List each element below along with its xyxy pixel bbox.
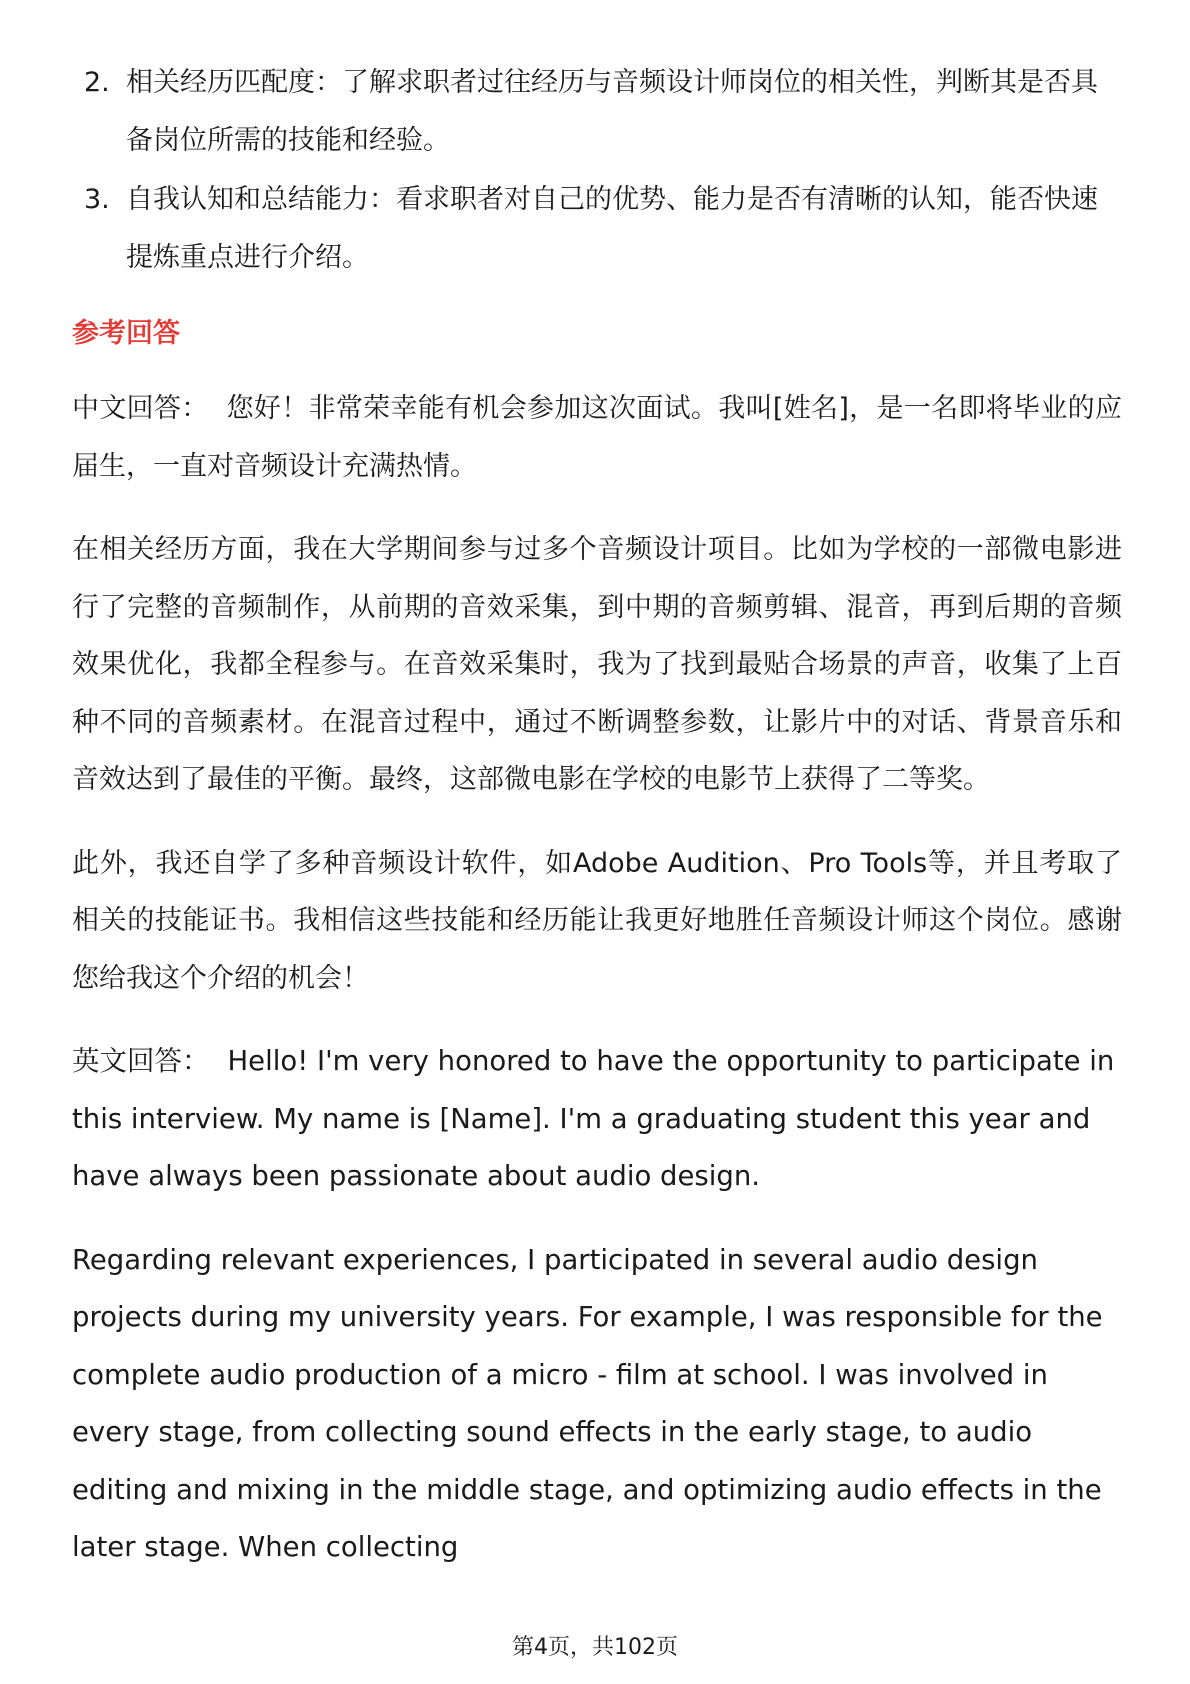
evaluation-criteria-list — [72, 54, 1122, 286]
page-content — [72, 54, 1122, 1603]
chinese-answer-intro-text: 您好！非常荣幸能有机会参加这次面试。我叫[姓名]，是一名即将毕业的应届生，一直对音频设计充满热情。 — [72, 393, 1122, 482]
criteria-text: 自我认知和总结能力：看求职者对自己的优势、能力是否有清晰的认知，能否快速提炼重点进行介绍。 — [126, 184, 1098, 273]
english-answer-intro — [72, 1033, 1122, 1206]
chinese-answer-experience: 在相关经历方面，我在大学期间参与过多个音频设计项目。比如为学校的一部微电影进行了完整的音频制作，从前期的音效采集，到中期的音频剪辑、混音，再到后期的音频效果优化，我都全程参与。在音效采集时，我为了找到最贴合场景的声音，收集了上百种不同的音频素材。在混音过程中，通过不断调整参数，让影片中的对话、背景音乐和音效达到了最佳的平衡。最终，这部微电影在学校的电影节上获得了二等奖。 — [72, 534, 1122, 795]
chinese-answer-label: 中文回答： — [72, 393, 209, 424]
page-footer: 第4页，共102页 — [512, 1635, 678, 1660]
english-answer-label: 英文回答： — [72, 1045, 210, 1077]
criteria-item — [72, 171, 1122, 286]
chinese-answer-skills: 此外，我还自学了多种音频设计软件，如Adobe Audition、Pro Tools等，并且考取了相关的技能证书。我相信这些技能和经历能让我更好地胜任音频设计师这个岗位。感谢您给我这个介绍的机会！ — [72, 847, 1122, 994]
reference-answer-heading: 参考回答 — [72, 318, 180, 349]
english-answer-intro-text: Hello! I'm very honored to have the opportunity to participate in this interview. My name is [Name]. I'm a graduating student this year and have always been passionate about audio design. — [72, 1045, 1115, 1192]
criteria-number: 2. — [84, 67, 110, 98]
chinese-answer-intro — [72, 380, 1122, 495]
criteria-item — [72, 54, 1122, 169]
english-answer-experience: Regarding relevant experiences, I participated in several audio design projects during my university years. For example, I was responsible for the complete audio production of a micro - film at school. I was involved in every stage, from collecting sound effects in the early stage, to audio editing and mixing in the middle stage, and optimizing audio effects in the later stage. When collecting — [72, 1243, 1103, 1563]
criteria-number: 3. — [84, 184, 110, 215]
criteria-text: 相关经历匹配度：了解求职者过往经历与音频设计师岗位的相关性，判断其是否具备岗位所需的技能和经验。 — [126, 67, 1098, 156]
